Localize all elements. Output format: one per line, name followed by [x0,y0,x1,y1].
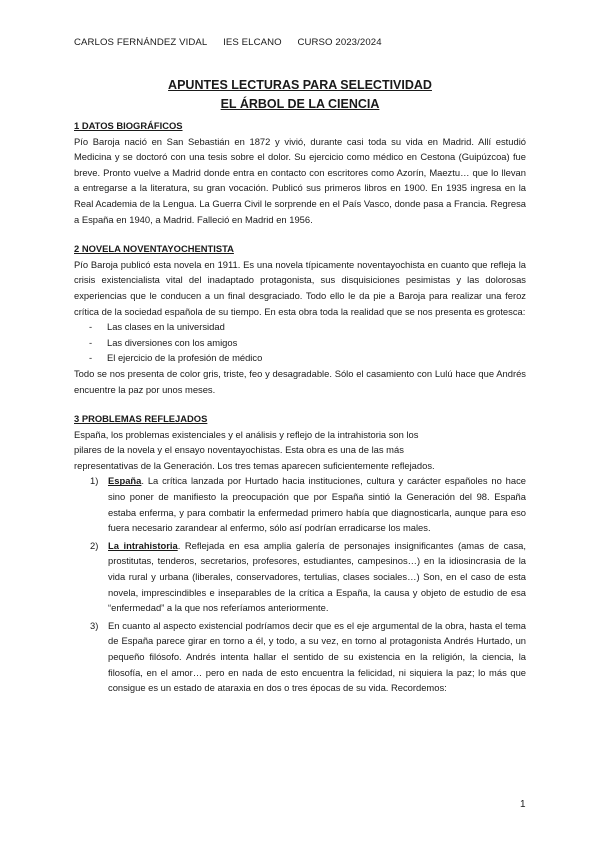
reality-list [74,319,526,366]
novel-closing-paragraph: Todo se nos presenta de color gris, triste, feo y desagradable. Sólo el casamiento con Lulú hace que Andrés encuentre la paz por unos meses. [74,367,526,395]
page-number: 1 [520,799,526,810]
problems-list [74,473,526,695]
biography-paragraph: Pío Baroja nació en San Sebastián en 1872 y vivió, durante casi toda su vida en Madrid. Allí estudió Medicina y se doctoró con una tesis sobre el dolor. Su ejercicio como médico en Cestona (Guipúzcoa) fue breve. Pronto vuelve a Madrid donde entra en contacto con escritores como Azorín, Maeztu… que lo llevan a entregarse a la literatura, su gran vocación. Publicó sus primeros libros en 1900. En 1935 ingresa en la Real Academia de la Lengua. La Guerra Civil le sorprende en el País Vasco, donde pasa a Francia. Regresa a España en 1940, a Madrid. Falleció en Madrid en 1956. [74,135,526,225]
item-number: 1) [90,475,99,487]
page-header [74,37,395,48]
problems-intro-line: pilares de la novela y el ensayo noventayochistas. Esta obra es una de las más [74,444,404,456]
list-item [74,538,526,616]
document-title: APUNTES LECTURAS PARA SELECTIVIDAD [168,78,432,92]
header-course: CURSO 2023/2024 [297,37,382,48]
section-heading-biography: 1 DATOS BIOGRÁFICOS [74,120,183,131]
section-heading-problems: 3 PROBLEMAS REFLEJADOS [74,413,208,425]
header-author: CARLOS FERNÁNDEZ VIDAL [74,37,208,48]
item-number: 3) [90,619,99,631]
document-subtitle: EL ÁRBOL DE LA CIENCIA [220,97,380,111]
problems-intro-line: España, los problemas existenciales y el análisis y reflejo de la intrahistoria son los [74,428,419,440]
header-school: IES ELCANO [223,37,282,48]
list-item: - Las diversiones con los amigos [74,335,526,351]
problems-intro-line: representativas de la Generación. Los tres temas aparecen suficientemente reflejados. [74,459,435,471]
item-lead: España [108,475,142,487]
list-item [74,473,526,535]
novel-paragraph: Pío Baroja publicó esta novela en 1911. Es una novela típicamente noventayochista en cuanto que refleja la crisis existencialista vital del inadaptado protagonista, sus disquisiciones pesimistas y las dolorosas experiencias que le conducen a un final desgraciado. Todo ello le da pie a Baroja para realizar una feroz crítica de la sociedad española de su tiempo. En esta obra toda la realidad que se nos presenta es grotesca: [74,258,526,317]
item-text: . Reflejada en esa amplia galería de personajes insignificantes (amas de casa, prostitutas, tenderos, secretarios, profesores, estudiantes, campesinos…) en la idiosincrasia de la vida rural y urbana (liberales, conservadores, tertulias, clases sociales…) Son, en el caso de esta novela, imprescindibles e inseparables de la crítica a España, la causa y objeto de estudio de esa “enfermedad” a la que nos referíamos anteriormente. [108,539,526,614]
document-body [74,118,526,698]
item-text: En cuanto al aspecto existencial podríamos decir que es el eje argumental de la obra, hasta el tema de España parece girar en torno a él, y todo, a su vez, en torno al protagonista Andrés Hurtado, un pequeño filósofo. Andrés intenta hallar el sentido de su existencia en la religión, la ciencia, la filosofía, en el amor… pero en nada de esto encuentra la felicidad, ni siquiera la paz; lo más que consigue es un estado de ataraxia en dos o tres épocas de su vida. Recordemos: [108,619,526,694]
list-item [74,618,526,696]
list-item: - El ejercicio de la profesión de médico [74,350,526,366]
item-number: 2) [90,539,99,551]
item-lead: La intrahistoria [108,539,178,551]
section-heading-novel: 2 NOVELA NOVENTAYOCHENTISTA [74,243,234,255]
list-item: - Las clases en la universidad [74,319,526,335]
item-text: . La crítica lanzada por Hurtado hacia instituciones, cultura y carácter españoles no hace sino poner de manifiesto la preocupación que por España sintió la Generación del 98. España estaba enferma, y para combatir la enfermedad primero había que diagnosticarla, aunque para eso fuera necesario zarandear al enfermo, sólo así podrían erradicarse los males. [108,475,526,534]
